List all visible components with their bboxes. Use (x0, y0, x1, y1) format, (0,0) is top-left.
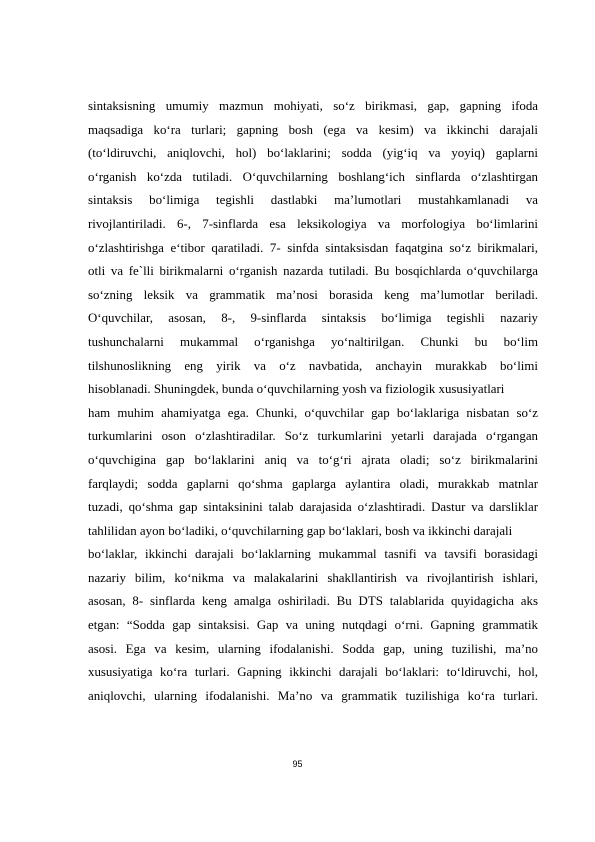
text-line: rivojlantiriladi. 6-, 7-sinflarda esa leksikologiya va morfologiya bo‘limlarini (88, 216, 538, 231)
text-line: (to‘ldiruvchi, aniqlovchi, hol) bo‘laklarini; sodda (yig‘iq va yoyiq) gaplarni (88, 146, 538, 161)
text-line: so‘zning leksik va grammatik ma’nosi borasida keng ma’lumotlar beriladi. (88, 287, 538, 302)
text-line: o‘rganish ko‘zda tutiladi. O‘quvchilarning boshlang‘ich sinflarda o‘zlashtirgan (88, 169, 538, 184)
text-line: turkumlarini oson o‘zlashtiradilar. So‘z turkumlarini yetarli darajada o‘rgangan (88, 429, 538, 444)
text-line: sintaksisning umumiy mazmun mohiyati, so‘z birikmasi, gap, gapning ifoda (88, 99, 538, 113)
text-line: tilshunoslikning eng yirik va o‘z navbatida, anchayin murakkab bo‘limi (88, 358, 538, 373)
page-number: 95 (292, 759, 303, 769)
text-line: ham muhim ahamiyatga ega. Chunki, o‘quvchilar gap bo‘laklariga nisbatan so‘z (88, 405, 538, 420)
text-line: o‘zlashtirishga e‘tibor qaratiladi. 7- sinfda sintaksisdan faqatgina so‘z birikmalari, (88, 240, 538, 255)
text-line: aniqlovchi, ularning ifodalanishi. Ma’no va grammatik tuzilishiga ko‘ra turlari. (88, 688, 538, 703)
text-line: etgan: “Sodda gap sintaksisi. Gap va uning nutqdagi o‘rni. Gapning grammatik (88, 618, 538, 633)
text-line: o‘quvchigina gap bo‘laklarini aniq va to‘g‘ri ajrata oladi; so‘z birikmalarini (88, 452, 538, 467)
text-line: tushunchalarni mukammal o‘rganishga yo‘naltirilgan. Chunki bu bo‘lim (88, 334, 538, 349)
text-line: bo‘laklar, ikkinchi darajali bo‘laklarning mukammal tasnifi va tavsifi borasidagi (88, 547, 538, 562)
text-line: maqsadiga ko‘ra turlari; gapning bosh (ega va kesim) va ikkinchi darajali (88, 122, 538, 137)
text-line: hisoblanadi. Shuningdek, bunda o‘quvchilarning yosh va fiziologik xususiyatlari (88, 382, 505, 397)
text-line: asosi. Ega va kesim, ularning ifodalanishi. Sodda gap, uning tuzilishi, ma’no (88, 641, 538, 656)
text-line: otli va fe`lli birikmalarni o‘rganish nazarda tutiladi. Bu bosqichlarda o‘quvchilarga (88, 264, 538, 279)
text-line: tuzadi, qo‘shma gap sintaksinini talab darajasida o‘zlashtiradi. Dastur va darsliklar (88, 500, 538, 515)
text-line: O‘quvchilar, asosan, 8-, 9-sinflarda sintaksis bo‘limiga tegishli nazariy (88, 311, 538, 326)
text-line: nazariy bilim, ko‘nikma va malakalarini shakllantirish va rivojlantirish ishlari, (88, 570, 538, 585)
body-text (88, 95, 538, 708)
text-line: sintaksis bo‘limiga tegishli dastlabki ma’lumotlari mustahkamlanadi va (88, 193, 538, 208)
text-line: asosan, 8- sinflarda keng amalga oshiriladi. Bu DTS talablarida quyidagicha aks (88, 594, 538, 609)
text-line: tahlilidan ayon bo‘ladiki, o‘quvchilarning gap bo‘laklari, bosh va ikkinchi darajali (88, 523, 513, 538)
text-line: farqlaydi; sodda gaplarni qo‘shma gaplarga aylantira oladi, murakkab matnlar (88, 476, 538, 491)
text-line: xususiyatiga ko‘ra turlari. Gapning ikkinchi darajali bo‘laklari: to‘ldiruvchi, hol, (88, 665, 538, 680)
